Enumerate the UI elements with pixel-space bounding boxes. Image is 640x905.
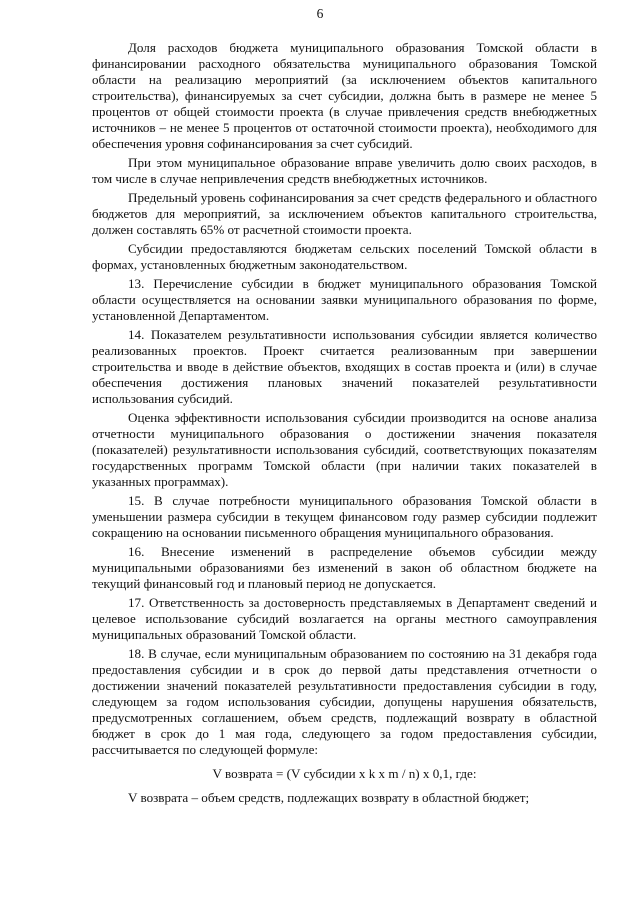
page-number: 6 [316,6,324,21]
paragraph-cofinancing-limit: Предельный уровень софинансирования за счет средств федерального и областного бюджетов для мероприятий, за исключением объектов капитального строительства, должен составлять 65% от расчетной стоимости проекта. [92,190,597,238]
clause-15: 15. В случае потребности муниципального образования Томской области в уменьшении размера субсидии в текущем финансовом году размер субсидии подлежит сокращению на основании письменного обращения муниципального образования. [92,492,597,540]
clause-13: 13. Перечисление субсидии в бюджет муниципального образования Томской области осуществляется на основании заявки муниципального образования по форме, установленной Департаментом. [92,275,597,323]
return-formula: V возврата = (V субсидии x k x m / n) x 0,1, где: [212,765,477,781]
paragraph-subsidy-forms: Субсидии предоставляются бюджетам сельских поселений Томской области в формах, установленных бюджетным законодательством. [92,240,597,272]
clause-18: 18. В случае, если муниципальным образованием по состоянию на 31 декабря года предоставления субсидии и в срок до первой даты представления отчетности о достижении значений показателей результативности предоставления субсидии в году, следующем за годом использования субсидии, допущены нарушения обязательств, предусмотренных соглашением, объем средств, подлежащий возврату в областной бюджет в срок до 1 мая года, следующего за годом предоставления субсидии, рассчитывается по следующей формуле: [92,645,597,757]
definition-v-return: V возврата – объем средств, подлежащих возврату в областной бюджет; [128,790,530,806]
paragraph-efficiency-assessment: Оценка эффективности использования субсидии производится на основе анализа отчетности муниципального образования о достижении значения показателя (показателей) результативности использования субсидий, соответствующих показателям государственных программ Томской области (при наличии таких показателей в указанных программах). [92,409,597,489]
clause-16: 16. Внесение изменений в распределение объемов субсидии между муниципальными образованиями без изменений в закон об областном бюджете на текущий финансовый год и плановый период не допускается. [92,543,597,591]
document-body [92,40,597,809]
clause-17: 17. Ответственность за достоверность представляемых в Департамент сведений и целевое использование субсидий возлагается на органы местного самоуправления муниципальных образований Томской области. [92,594,597,642]
paragraph-increase-share: При этом муниципальное образование вправе увеличить долю своих расходов, в том числе в случае непривлечения средств внебюджетных источников. [92,155,597,187]
clause-14: 14. Показателем результативности использования субсидии является количество реализованных проектов. Проект считается реализованным при завершении строительства и вводе в действие объектов, входящих в состав проекта и (или) в случае обеспечения достижения плановых значений показателей результативности использования субсидий. [92,326,597,406]
paragraph-cofinancing-share: Доля расходов бюджета муниципального образования Томской области в финансировании расходного обязательства муниципального образования Томской области на реализацию мероприятий (за исключением объектов капитального строительства), финансируемых за счет субсидии, должна быть в размере не менее 5 процентов от общей стоимости проекта (в случае привлечения средств внебюджетных источников – не менее 5 процентов от остаточной стоимости проекта), необходимого для обеспечения уровня софинансирования за счет субсидий. [92,40,597,152]
